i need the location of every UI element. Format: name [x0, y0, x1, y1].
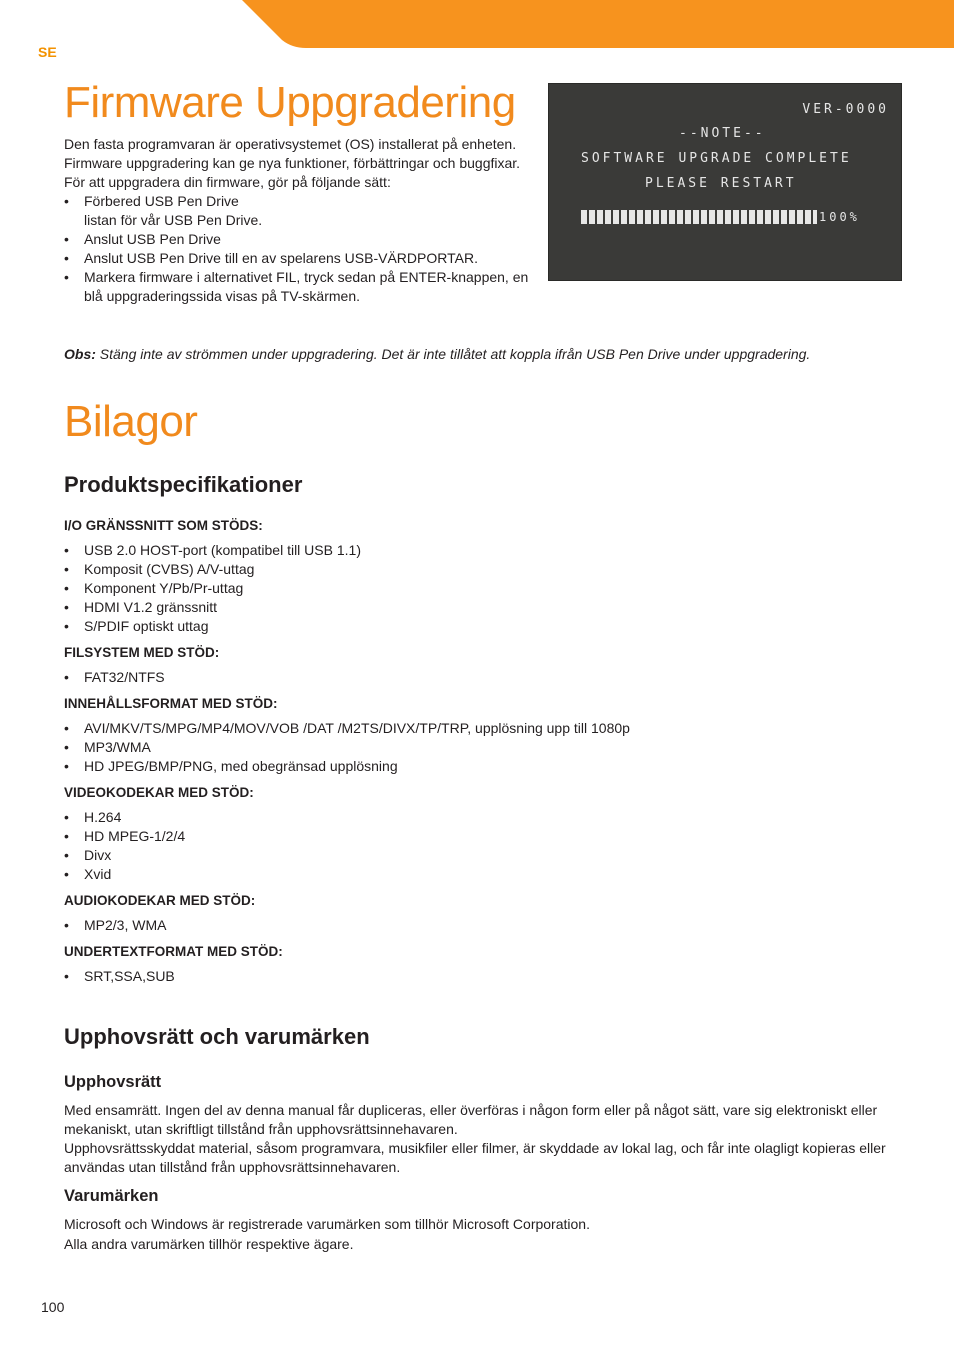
list-item: • MP2/3, WMA: [64, 916, 904, 935]
appendix-title: Bilagor: [64, 397, 198, 446]
list-item: • Komposit (CVBS) A/V-uttag: [64, 560, 904, 579]
firmware-title: Firmware Uppgradering: [64, 78, 516, 127]
version-text: VER-0000: [802, 102, 889, 117]
copyright-text: [64, 1101, 904, 1177]
copyright-subtitle: Upphovsrätt: [64, 1073, 162, 1091]
firmware-steps-intro: För att uppgradera din firmware, gör på följande sätt:: [64, 174, 391, 190]
list-item: [64, 192, 539, 230]
step-text: listan för vår USB Pen Drive.: [84, 212, 263, 228]
header-orange-band: [0, 0, 954, 50]
content-format-heading: INNEHÅLLSFORMAT MED STÖD:: [64, 696, 278, 711]
page-number: 100: [41, 1299, 65, 1315]
trademarks-paragraph: Microsoft och Windows är registrerade varumärken som tillhör Microsoft Corporation.: [64, 1216, 590, 1232]
filesystem-heading: FILSYSTEM MED STÖD:: [64, 645, 220, 660]
list-item: • AVI/MKV/TS/MPG/MP4/MOV/VOB /DAT /M2TS/DIVX/TP/TRP, upplösning upp till 1080p: [64, 719, 904, 738]
firmware-intro: [64, 135, 539, 306]
firmware-intro-text: Den fasta programvaran är operativsystemet (OS) installerat på enheten. Firmware uppgradering kan ge nya funktioner, förbättringar och buggfixar.: [64, 136, 521, 171]
note-paragraph: [64, 346, 810, 362]
list-item: • S/PDIF optiskt uttag: [64, 617, 904, 636]
note-text: Stäng inte av strömmen under uppgradering. Det är inte tillåtet att koppla ifrån USB Pen Drive under uppgradering.: [95, 346, 811, 362]
upgrade-screen-image: [548, 83, 902, 281]
audio-codec-heading: AUDIOKODEKAR MED STÖD:: [64, 893, 256, 908]
note-text: --NOTE--: [679, 126, 766, 141]
copyright-paragraph: Med ensamrätt. Ingen del av denna manual får dupliceras, eller överföras i någon form eller på något sätt, vare sig elektroniskt eller mekaniskt, utan skriftligt tillstånd från upphovsrättsinnehavaren.: [64, 1102, 878, 1137]
filesystem-list: [64, 668, 904, 687]
io-heading: I/O GRÄNSSNITT SOM STÖDS:: [64, 518, 263, 533]
note-label: Obs:: [64, 346, 96, 362]
progress-bar: [581, 210, 817, 224]
trademarks-paragraph: Alla andra varumärken tillhör respektive ägare.: [64, 1236, 354, 1252]
list-item: • SRT,SSA,SUB: [64, 967, 904, 986]
subtitle-format-list: [64, 967, 904, 986]
list-item: • Xvid: [64, 865, 904, 884]
list-item: • MP3/WMA: [64, 738, 904, 757]
step-text: • Förbered USB Pen Drive: [84, 193, 239, 209]
upgrade-complete-text: SOFTWARE UPGRADE COMPLETE: [581, 151, 852, 166]
list-item: • Anslut USB Pen Drive till en av spelarens USB-VÄRDPORTAR.: [64, 249, 539, 268]
video-codec-list: [64, 808, 904, 884]
list-item: • Divx: [64, 846, 904, 865]
io-list: [64, 541, 904, 636]
list-item: • HDMI V1.2 gränssnitt: [64, 598, 904, 617]
list-item: • HD MPEG-1/2/4: [64, 827, 904, 846]
subtitle-format-heading: UNDERTEXTFORMAT MED STÖD:: [64, 944, 283, 959]
specs-section: [64, 516, 904, 986]
copyright-paragraph: Upphovsrättsskyddat material, såsom programvara, musikfiler eller filmer, är skyddade av lokal lag, och får inte olagligt kopieras eller användas utan tillstånd från upphovsrättsinnehavaren.: [64, 1140, 886, 1175]
list-item: • USB 2.0 HOST-port (kompatibel till USB 1.1): [64, 541, 904, 560]
list-item: • Markera firmware i alternativet FIL, tryck sedan på ENTER-knappen, en blå uppgraderingssida visas på TV-skärmen.: [64, 268, 539, 306]
copyright-title: Upphovsrätt och varumärken: [64, 1024, 370, 1049]
progress-percent: 100%: [819, 210, 860, 224]
audio-codec-list: [64, 916, 904, 935]
specs-title: Produktspecifikationer: [64, 472, 303, 497]
list-item: • H.264: [64, 808, 904, 827]
trademarks-subtitle: Varumärken: [64, 1187, 159, 1205]
list-item: • HD JPEG/BMP/PNG, med obegränsad upplösning: [64, 757, 904, 776]
firmware-steps-list: [64, 192, 539, 306]
list-item: • Anslut USB Pen Drive: [64, 230, 539, 249]
content-format-list: [64, 719, 904, 776]
list-item: • Komponent Y/Pb/Pr-uttag: [64, 579, 904, 598]
trademarks-text: [64, 1214, 904, 1254]
language-tag: SE: [38, 44, 57, 60]
restart-text: PLEASE RESTART: [645, 176, 797, 191]
list-item: • FAT32/NTFS: [64, 668, 904, 687]
video-codec-heading: VIDEOKODEKAR MED STÖD:: [64, 785, 254, 800]
